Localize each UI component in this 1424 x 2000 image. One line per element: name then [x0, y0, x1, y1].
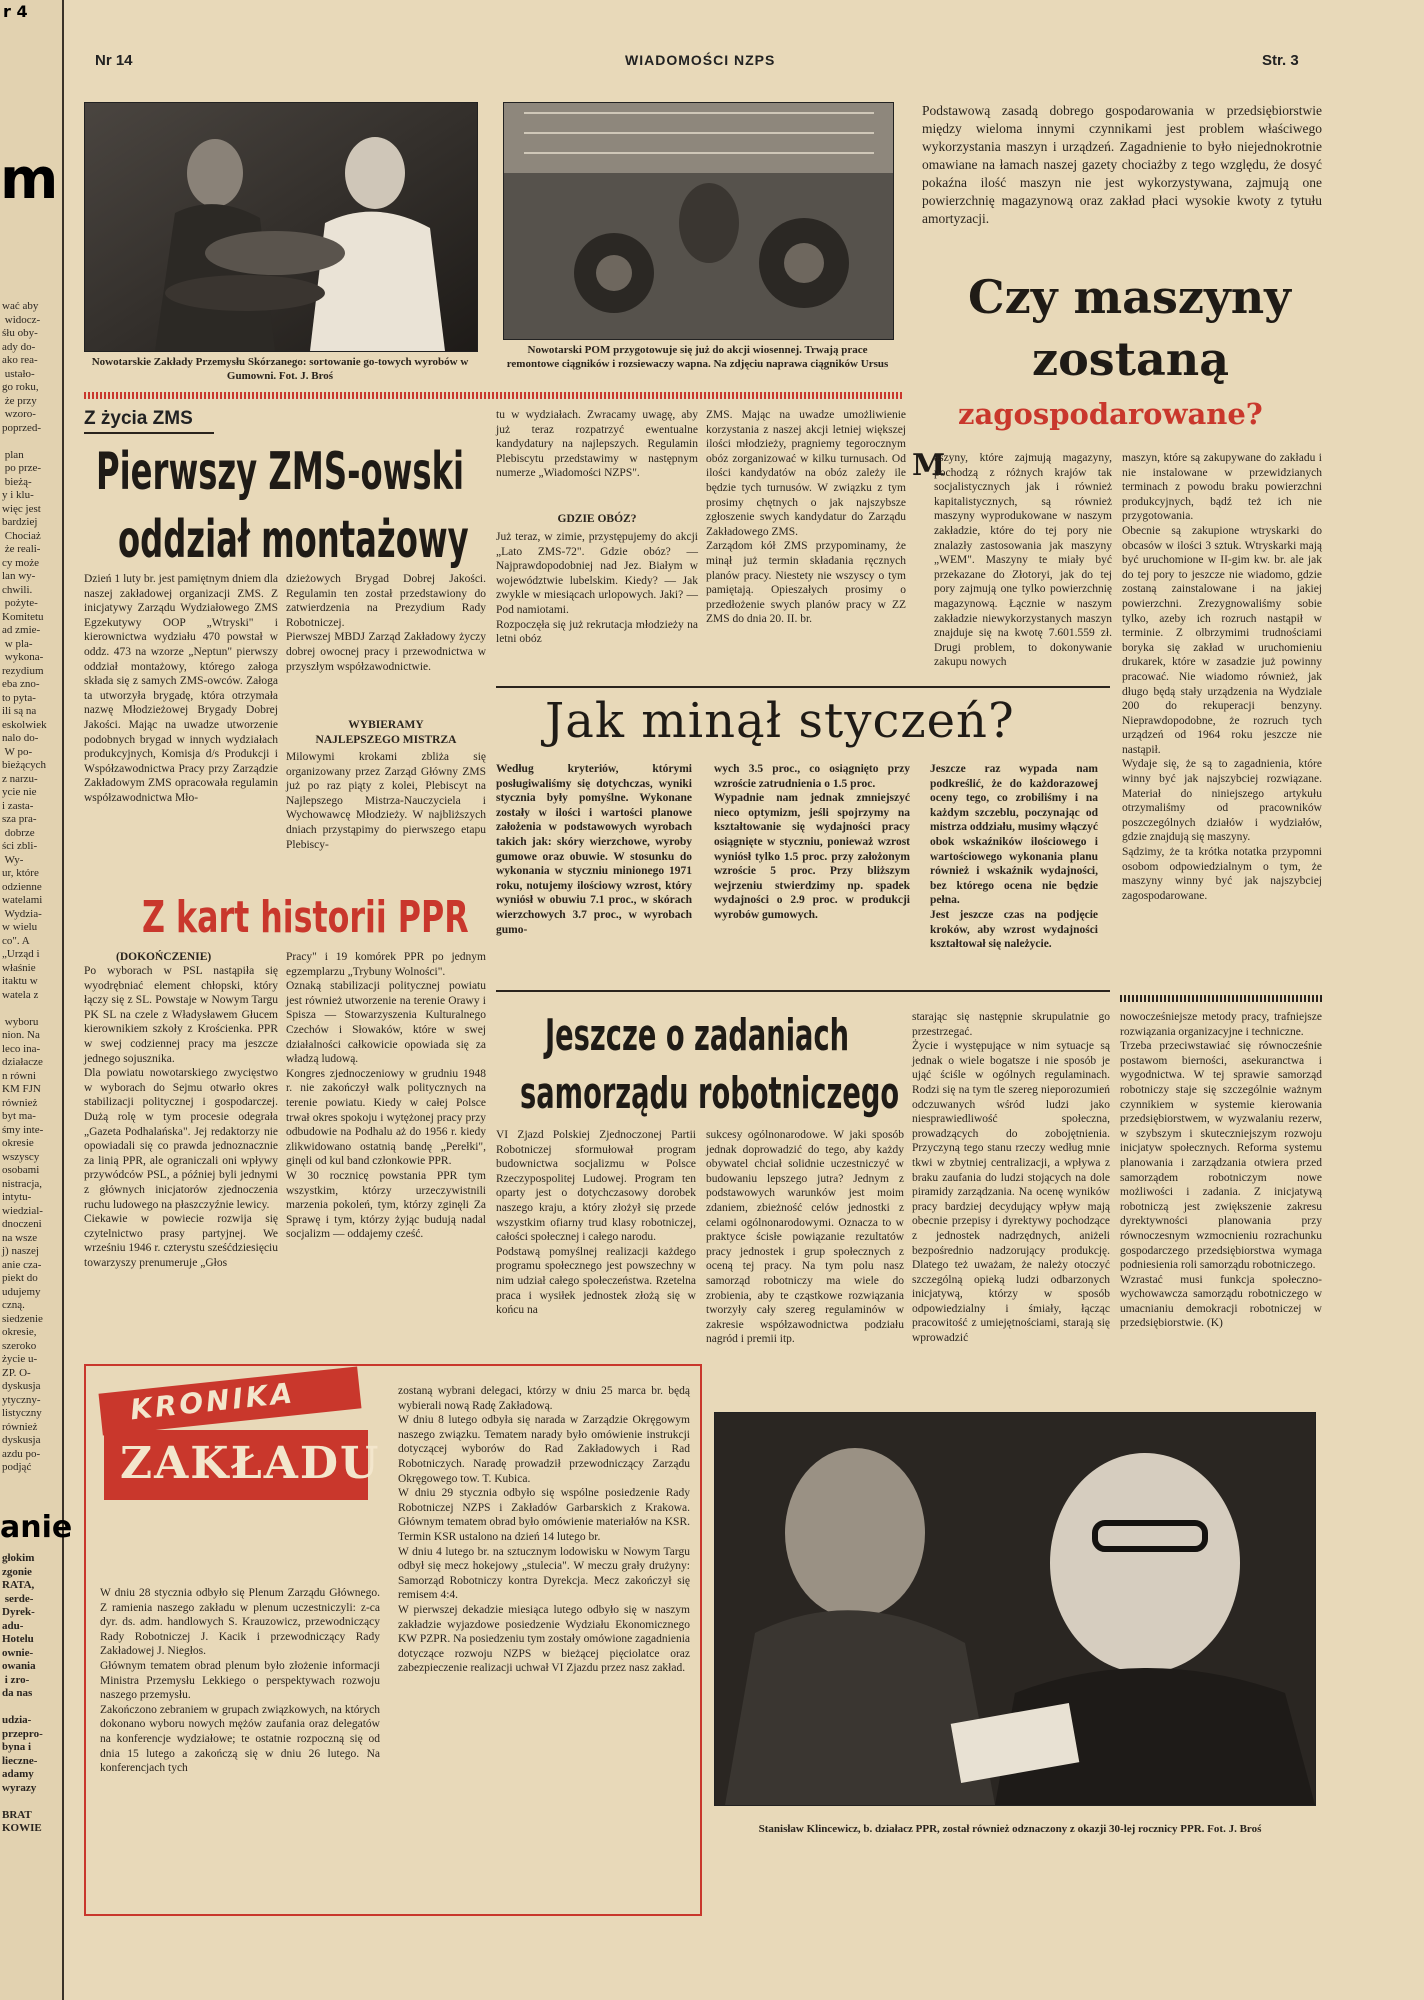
prev-page-headline-fragment: m [0, 147, 59, 212]
samorzad-col3: starając się następnie skrupulatnie go przestrzegać. Życie i występujące w nim sytuacje są jednak o wiele bogatsze i nie sposób je ująć ściśle w ogólnych regulaminach. Rodzi się na tym tle szereg nieporozumień odczuwanych wśród ludzi jako niesprawiedliwość społeczna, prowadzących do zobojętnienia. Przyczyną tego stanu rzeczy według mnie tkwi w zbytniej centralizacji, a wpływa z braku zaufania do ludzi stojących na dole piramidy zarządzania. Na ocenę wyników pracy bardziej decydujący wpływ mają obecnie przepisy i dyrektywy pochodzące z jednostek nadrzędnych, aniżeli bezpośrednio nadzorujący produkcję. Dlatego też uważam, że należy otoczyć szczególną opieką ludzi odbarzonych inicjatywą, którzy w sposób odpowiedzialny i śmiały, łącząc pracowitość z umiejętnościami, starają się wprowadzić [912, 1011, 1110, 1345]
photo-klincewicz [714, 1412, 1316, 1806]
photo2-caption: Nowotarski POM przygotowuje się już do akcji wiosennej. Trwają prace remontowe ciągników i rozsiewaczy wapna. Na zdjęciu naprawa ciągników Ursus [506, 344, 889, 370]
photo3-caption: Stanisław Klincewicz, b. działacz PPR, został również odznaczony z okazji 30-lej rocznicy PPR. Fot. J. Broś [758, 1823, 1262, 1835]
machines-title-line2: zostaną [1032, 332, 1230, 386]
zms-col3: tu w wydziałach. Zwracamy uwagę, aby już teraz rozpatrzyć ewentualne kandydatury na najlepszych. Regulamin Plebiscytu przedstawimy w następnym numerze „Wiadomości NZPS". [496, 409, 698, 480]
zms-subheading-mistrz: WYBIERAMY NAJLEPSZEGO MISTRZA [315, 719, 457, 746]
samorzad-tail: nowocześniejsze metody pracy, trafniejsze rozwiązania organizacyjne i techniczne. Trzeba przeciwstawiać się równocześnie postawom bierności, asekuranctwa i wygodnictwa. W tej sprawie samorząd robotniczy staje się szczególnie ważnym czynnikiem w systemie kierowania przedsiębiorstwem, w wyzwalaniu rezerw, w szybszym i skuteczniejszym rozwoju inicjatyw społecznych. Reforma systemu planowania i zarządzania otwiera przed samorządem robotniczym nowe możliwości i zadania. Z inicjatywą robotniczą jest zwiększenie zakresu dyrektywności planowania przy równoczesnym wzmocnieniu rozrachunku gospodarczego przedsiębiorstwa wymaga podniesienia roli samorządu robotniczego. Wzrastać musi funkcja społeczno-wychowawcza samorządu robotniczego w umacnianiu demokracji robotniczej w przedsiębiorstwie. (K) [1120, 1011, 1322, 1330]
samorzad-title-line1: Jeszcze o zadaniach [545, 1010, 850, 1061]
styczen-col1: Według kryteriów, którymi posługiwaliśmy się dotychczas, wyniki stycznia były pomyślne. Wykonane zostały w ilości i wartości planowe założenia w podstawowych wyrobach takich jak: skóry wierzchowe, wyroby gumowe oraz obuwie. W stosunku do wykonania w styczniu minionego 1971 roku, notujemy ilościowy wzrost, który wyniósł w obuwiu 7.1 proc., w skórach wierzchowych 3.7 proc., w wyrobach gumo- [496, 763, 692, 936]
samorzad-col1: VI Zjazd Polskiej Zjednoczonej Partii Robotniczej sformułował program budownictwa socjalizmu w Polsce Rzeczypospolitej Ludowej. Program ten oparty jest o dotychczasowy dorobek naszego kraju, a który złożył się przede wszystkim ofiarny trud klasy robotniczej, całości społecznej i całego narodu. Podstawą pomyślnej realizacji każdego programu społecznego jest powszechny w nim udział całego społeczeństwa. Rzetelna praca i wysiłek jednostek złożą się w końcu na [496, 1129, 696, 1317]
photo1-caption: Nowotarskie Zakłady Przemysłu Skórzanego: sortowanie go-towych wyrobów w Gumowni. Fot. J. Broś [91, 356, 469, 382]
styczen-bottom-rule [496, 990, 1110, 992]
zms-subheading-oboz: GDZIE OBÓZ? [557, 513, 637, 525]
issue-number: Nr 14 [95, 52, 133, 69]
machines-dropcap: M [912, 448, 946, 483]
zms-title-line2: oddział montażowy [118, 510, 469, 570]
machines-title-line3: zagospodarowane? [958, 397, 1263, 431]
styczen-col2: wych 3.5 proc., co osiągnięto przy wzroście zatrudnienia o 1.5 proc. Wypadnie nam jednak zmniejszyć nieco optymizm, jeśli spojrzymy na kształtowanie się wydajności pracy osiągnięte w styczniu, ponieważ wzrost wyniósł tylko 1.5 proc. przy założonym wzroście 5 proc. Przy bliższym wejrzeniu stwierdzimy np. spadek wydajności o 2.9 proc. w produkcji wyrobów gumowych. [714, 763, 910, 921]
prev-page-text-b: głokim zgonie RATA, serde- Dyrek- adu- Hotelu ownie- owania i zro- da nas udzia- przepro- byna i lieczne- adamy wyrazy BRAT KOWIE [2, 1552, 43, 1834]
zms-title-line1: Pierwszy ZMS-owski [96, 442, 465, 502]
zms-kicker: Z życia ZMS [84, 408, 193, 429]
photo-tractor-repair [503, 102, 894, 340]
zms-col2a: dzieżowych Brygad Dobrej Jakości. Regulamin ten został przedstawiony do zatwierdzenia na Prezydium Rady Robotniczej. Pierwszej MBDJ Zarząd Zakładowy życzy dobrej owocnej pracy i przewodnictwa w przyszłym współzawodnictwie. [286, 573, 486, 673]
machines-col2: maszyn, które są zakupywane do zakładu i nie instalowane w przewidzianych terminach z powodu braku powierzchni produkcyjnych, bądź też ich nie przygotowania. Obecnie są zakupione wtryskarki do obcasów w ilości 3 sztuk. Wtryskarki mają być uruchomione w II-gim kw. br. ale jak do tej pory to jeszcze nie wiadomo, gdzie zostaną zainstalowane i na jakiej powierzchni. Zrezygnowaliśmy sobie tylko, azeby ich rozruch nastąpił w terminie. Z olbrzymimi trudnościami boryka się zakład w uruchomieniu drukarek, które w zasadzie już powinny pracować. Nie wiadomo również, jak długo będą stały urządzenia na Wydziale 200 do rekuperacji benzyny. Nieprawdopodobne, że rozruch tych urządzeń od 1964 roku jeszcze nie nastąpił. Wydaje się, że są to zagadnienia, które winny być jak najszybciej rozwiązane. Materiał do niniejszego artykułu otrzymaliśmy od pracowników poszczególnych działów i wydziałów, gdzie znajdują się maszyny. Sądzimy, że ta krótka notatka przypomni osobom odpowiedzialnym o tym, że maszyny winny być jak najszybciej zagospodarowane. [1122, 452, 1322, 902]
prev-page-headline-fragment-2: anie [0, 1510, 73, 1545]
machines-title-line1: Czy maszyny [968, 270, 1291, 324]
section-divider-red [84, 392, 904, 399]
page-number: Str. 3 [1262, 52, 1299, 69]
kronika-title-line2: ZAKŁADU [120, 1438, 381, 1489]
kronika-title-line1: KRONIKA [128, 1376, 297, 1427]
styczen-col3: Jeszcze raz wypada nam podkreślić, że do każdorazowej oceny tego, co zrobiliśmy i na każdym szczeblu, poczynając od mistrza oddziału, musimy włączyć obok wskaźników ilościowego i wartościowego wykonania planu również i wskaźnik wydajności, bez którego ocena nie będzie pełna. Jest jeszcze czas na podjęcie kroków, aby wzrost wydajności kształtował się należycie. [930, 763, 1099, 951]
zms-col1: Dzień 1 luty br. jest pamiętnym dniem dla naszej zakładowej organizacji ZMS. Z inicjatywy Zarządu Wydziałowego ZMS Egzekutywy OOP „Wtryski" i kierownictwa wydziału 470 powstał w oddz. 473 na wzorze „Neptun" pierwszy oddział montażowy, którego załoga składa się z samych ZMS-owców. Załoga ta utworzyła brygadę, która otrzymała nazwę Młodzieżowej Brygady Dobrej Jakości. Mając na uwadze utworzenie podobnych brygad w innych wydziałach produkcyjnych, Komisja d/s Produkcji i Współzawodnictwa Pracy przy Zarządzie Zakładowym ZMS opracowała regulamin współzawodnictwa Mło- [84, 573, 278, 804]
zms-kicker-box [84, 408, 214, 434]
photo-shoe-sorting [84, 102, 478, 352]
zms-col2b: Milowymi krokami zbliża się organizowany przez Zarząd Główny ZMS już po raz piąty z kolei, Plebiscyt na Najlepszego Mistrza-Nauczyciela i Wychowawcę Młodzieży. W najbliższych dniach przystąpimy do pierwszego etapu Plebiscy- [286, 751, 486, 851]
machines-col1: aszyny, które zajmują magazyny, pochodzą z różnych krajów tak socjalistycznych jak i również kapitalistycznych, są również maszyny wyprodukowane w naszym zakładzie, które do tej pory nie znalazły zastosowania jak maszyny „WEM". Maszyny te miały być przekazane do Złotoryi, jak do tej pory zajmują one tylko powierzchnię magazynową. Łącznie w naszym zakładzie niewykorzystanych maszyn znajduje się na kwotę 7.601.559 zł. Drugi problem, to dokonywanie zakupu nowych [934, 452, 1112, 669]
machines-intro: Podstawową zasadą dobrego gospodarowania w przedsiębiorstwie między wieloma innymi czynnikami jest problem właściwego wykorzystania maszyn i urządzeń. Zagadnienie to było niejednokrotnie omawiane na łamach naszej gazety chociażby z tego względu, że dosyć pokaźna ilość maszyn nie jest wykorzystywana, zajmują one powierzchnię magazynową oraz zakład płaci wysokie kwoty z tytułu amortyzacji. [922, 103, 1322, 226]
ppr-subtitle: (DOKOŃCZENIE) [116, 951, 212, 963]
styczen-top-rule [496, 686, 1110, 688]
prev-page-number: r 4 [3, 2, 28, 21]
samorzad-col2: sukcesy ogólnonarodowe. W jaki sposób jednak doprowadzić do tego, aby każdy obywatel chciał solidnie uczestniczyć w budowaniu lepszego jutra? Jednym z podstawowych warunków jest moim zdaniem, zbieżność celów jednostki z celami ogólnonarodowymi. Oznacza to w praktyce ścisłe powiązanie rezultatów pracy jednostek i grup społecznych z oceną tej pracy. Na tym polu nasz samorząd robotniczy ma wiele do zrobienia, aby te cząstkowe rozwiązania tworzyły cały szereg regulaminów w zakresie współzawodnictwa podziału nagród i premii itp. [706, 1129, 904, 1346]
ppr-col1: Po wyborach w PSL nastąpiła się wyodrębniać element chłopski, który łączy się z SL. Powstaje w Nowym Targu PK SL na czele z Władysławem Głucem kierownikiem szkoły z Krościenka. PPR w swej codziennej pracy ma jeszcze jednego sojusznika. Dla powiatu nowotarskiego zwycięstwo w wyborach do Sejmu otwarło okres stabilizacji politycznej i gospodarczej. Dużą rolę w tym procesie odegrała „Gazeta Podhalańska". Jej redaktorzy nie opowiadali się co prawda jednoznacznie za linią PPR, ale ograniczali oni wpływy przywódców PSL, a później byli jednymi z głównych inicjatorów zjednoczenia ruchu ludowego na płaszczyźnie lewicy. Ciekawie w powiecie rozwija się czytelnictwo prasy partyjnej. We wrześniu 1946 r. czterystu sześćdziesięciu towarzyszy prenumeruje „Głos [84, 965, 278, 1269]
ppr-title: Z kart historii PPR [142, 892, 469, 943]
zms-col4: ZMS. Mając na uwadze umożliwienie korzystania z naszej akcji letniej większej ilości młodzieży, pragniemy tegorocznym obóz zorganizować w kilku turnusach. Od ilości kandydatów na obóz zależy ile będzie tych turnusów. W związku z tym prosimy chętnych o jak najszybsze zgłoszenie swych kandydatur do Zarządu Zakładowego ZMS. Zarządom kół ZMS przypominamy, że minął już termin składania ręcznych planów pracy. Niestety nie wszyscy o tym pamiętają. Opieszałych prosimy o przedłożenie swych planów pracy w ZZ ZMS do dnia 20. II. br. [706, 409, 906, 626]
kronika-banner-bottom [104, 1430, 381, 1500]
section-divider-right [1120, 995, 1324, 1002]
kronika-col2: zostaną wybrani delegaci, którzy w dniu 25 marca br. będą wybierali nową Radę Zakładową. W dniu 8 lutego odbyła się narada w Zarządzie Okręgowym naszego związku. Tematem narady było omówienie instrukcji dotyczącej wyborów do Rad Zakładowych i Rad Robotniczych. Naradę prowadził przewodniczący Zarządu Okręgowego tow. T. Kubica. W dniu 29 stycznia odbyło się wspólne posiedzenie Rady Robotniczej NZPS i Zakładów Garbarskich z Krakowa. Głównym tematem obrad było omówienie materiałów na KSR. Termin KSR ustalono na dzień 14 lutego br. W dniu 4 lutego br. na sztucznym lodowisku w Nowym Targu odbył się mecz hokejowy „stulecia". W meczu grały drużyny: Samorząd Robotniczy kontra Dyrekcja. Mecz zakończył się remisem 4:4. W pierwszej dekadzie miesiąca lutego odbyło się w naszym zakładzie wyjazdowe posiedzenie Wydziału Ekonomicznego KW PZPR. Na posiedzeniu tym zostały omówione zagadnienia dotyczące rozwoju NZPS w bieżącej pięciolatce oraz zabezpieczenie realizacji uchwał VI Zjazdu przez nasz zakład. [398, 1385, 690, 1675]
styczen-title: Jak minął styczeń? [545, 693, 1015, 749]
ppr-col2: Pracy" i 19 komórek PPR po jednym egzemplarzu „Trybuny Wolności". Oznaką stabilizacji politycznej powiatu jest również utworzenie na terenie Orawy i Spisza — Stowarzyszenia Kulturalnego Czechów i Słowaków, które w swej działalności całkowicie opowiada się za władzą ludową. Kongres zjednoczeniowy w grudniu 1948 r. nie zakończył walk politycznych na terenie powiatu. Kiedy w całej Polsce trwał okres spokoju i wytężonej pracy przy odbudowie na Podhalu aż do 1956 r. kiedy zlikwidowano ostatnią bandę „Perełki", ginęli od kul band członkowie PPR. W 30 rocznicę powstania PPR tym wszystkim, którzy urzeczywistnili marzenia pokoleń, tym, którzy zginęli Za Sprawę i tym, którzy żyjąc budują nadal socjalizm — oddajemy cześć. [286, 951, 486, 1241]
kronika-col1: W dniu 28 stycznia odbyło się Plenum Zarządu Głównego. Z ramienia naszego zakładu w plenum uczestniczyli: z-ca dyr. ds. adm. handlowych S. Krauzowicz, przewodniczący Rady Robotniczej J. Kacik i przewodniczący Rady Zakładowej J. Niegłos. Głównym tematem obrad plenum było złożenie informacji Ministra Przemysłu Lekkiego o perspektywach rozwoju naszego przemysłu. Zakończono zebraniem w grupach związkowych, na których dokonano wyboru nowych mężów zaufania oraz delegatów na konferencje wydziałowe; te ostatnie rozpoczną się od dnia 15 lutego a zakończą się w dniu 26 lutego. Na konferencjach tych [100, 1587, 380, 1775]
zms-col3b: Już teraz, w zimie, przystępujemy do akcji „Lato ZMS-72". Gdzie obóz? — Najprawdopodobniej nad Jez. Białym w województwie lubelskim. Kiedy? — Jak zwykle w miesiącach urlopowych. Jaki? — Pod namiotami. Rozpoczęła się już rekrutacja młodzieży na letni obóz [496, 531, 698, 646]
previous-page-strip [0, 0, 73, 2000]
prev-page-text-a: wać aby widocz- śłu oby- ady do- ako rea- ustało- go roku, że przy wzoro- poprzed- plan po prze- bieżą- y i klu- więc jest bardziej Chociaż że reali- cy może lan wy- chwili. pożyte- Komitetu ad zmie- w pla- wykona- rezydium eba zno- to pyta- ili są na eskolwiek nalo do- W po- bieżących z narzu- ycie nie i zasta- sza pra- dobrze ści zbli- Wy- ur, które odzienne watelami Wydzia- w wielu co". A „Urząd i właśnie itaktu w watela z wyboru nion. Na leco ina- działacze n równi KM FJN również byt ma- śmy inte- okresie wszyscy osobami nistracja, intytu- wiedzial- dnoczeni na wsze j) naszej anie cza- piekt do udujemy czną. siedzenie okresie, szeroko życie u- ZP. O- dyskusja ytyczny- listyczny również dyskusja azdu po- podjąć [2, 300, 47, 1473]
newspaper-title: WIADOMOŚCI NZPS [625, 52, 776, 68]
samorzad-title-line2: samorządu robotniczego [520, 1068, 900, 1119]
